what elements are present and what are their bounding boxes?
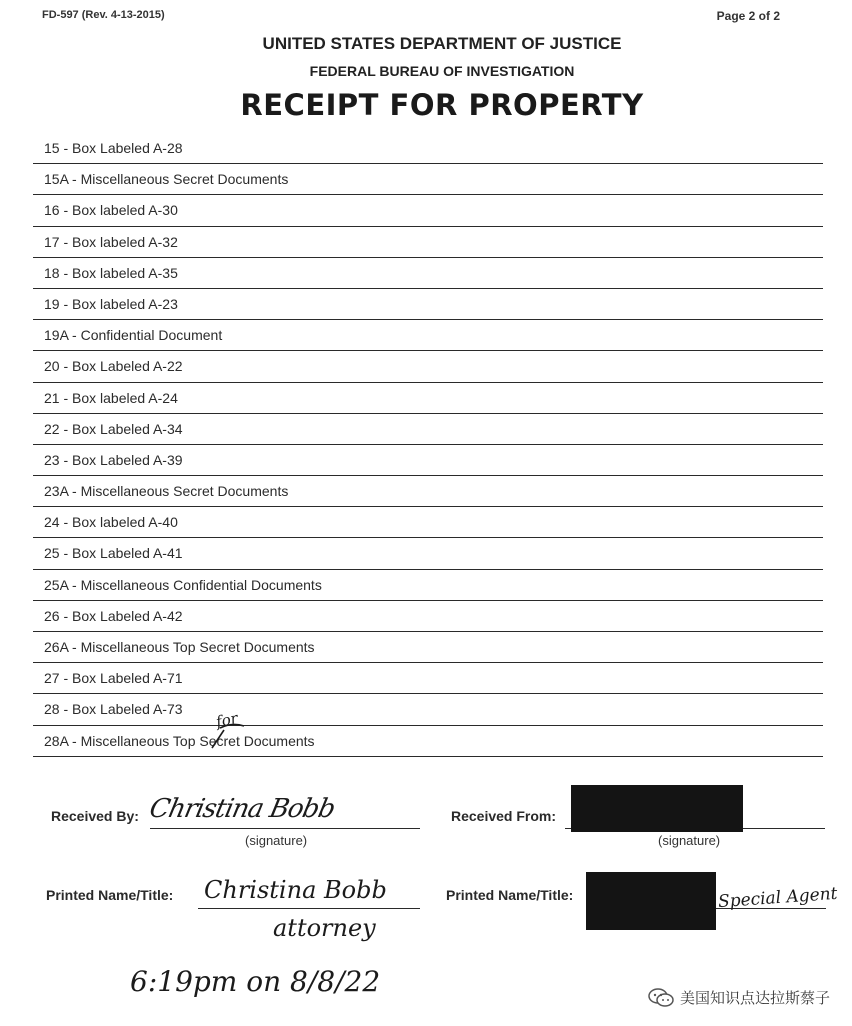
list-item: 25A - Miscellaneous Confidential Documents (33, 570, 823, 601)
page-number: Page 2 of 2 (716, 9, 780, 23)
redaction-block (586, 872, 716, 930)
watermark (648, 987, 830, 1008)
received-by-signature: Christina Bobb (146, 794, 338, 824)
strike-stroke (212, 724, 244, 748)
list-item: 15A - Miscellaneous Secret Documents (33, 164, 823, 195)
received-by-signature-line (150, 828, 420, 829)
list-item: 23A - Miscellaneous Secret Documents (33, 476, 823, 507)
list-item: 18 - Box labeled A-35 (33, 258, 823, 289)
list-item: 26 - Box Labeled A-42 (33, 601, 823, 632)
received-by-printed-name-line (198, 908, 420, 909)
list-item: 21 - Box labeled A-24 (33, 383, 823, 414)
department-heading: UNITED STATES DEPARTMENT OF JUSTICE (262, 34, 622, 53)
printed-name-label: Printed Name/Title: (446, 887, 574, 903)
form-id: FD-597 (Rev. 4-13-2015) (42, 9, 165, 21)
printed-name-label: Printed Name/Title: (46, 887, 174, 903)
bureau-heading: FEDERAL BUREAU OF INVESTIGATION (309, 63, 575, 79)
list-item: 28A - Miscellaneous Top Secret Documents (33, 726, 823, 757)
page-title: RECEIPT FOR PROPERTY (240, 88, 644, 122)
correction-strike-mark (208, 722, 248, 752)
list-item: 20 - Box Labeled A-22 (33, 351, 823, 382)
wechat-icon (648, 988, 674, 1008)
received-by-printed-name: Christina Bobb (204, 876, 387, 904)
redaction-block (571, 785, 743, 832)
received-from-signature-caption: (signature) (658, 833, 721, 848)
list-item: 27 - Box Labeled A-71 (33, 663, 823, 694)
list-item: 25 - Box Labeled A-41 (33, 538, 823, 569)
list-item: 19 - Box labeled A-23 (33, 289, 823, 320)
list-item: 15 - Box Labeled A-28 (33, 133, 823, 164)
property-item-list (33, 133, 823, 757)
received-by-label: Received By: (51, 808, 139, 824)
received-by-title: attorney (273, 914, 376, 942)
list-item: 19A - Confidential Document (33, 320, 823, 351)
watermark-text: 美国知识点达拉斯蔡子 (679, 989, 830, 1007)
list-item: 16 - Box labeled A-30 (33, 195, 823, 226)
list-item: 22 - Box Labeled A-34 (33, 414, 823, 445)
handwritten-correction: for (214, 708, 240, 732)
list-item: 17 - Box labeled A-32 (33, 227, 823, 258)
handwritten-date-time: 6:19pm on 8/8/22 (130, 965, 381, 998)
list-item: 28 - Box Labeled A-73 (33, 694, 823, 725)
received-from-title: Special Agent (717, 883, 839, 913)
list-item: 23 - Box Labeled A-39 (33, 445, 823, 476)
list-item: 26A - Miscellaneous Top Secret Documents (33, 632, 823, 663)
received-from-label: Received From: (451, 808, 557, 824)
received-by-signature-caption: (signature) (245, 833, 308, 848)
list-item: 24 - Box labeled A-40 (33, 507, 823, 538)
